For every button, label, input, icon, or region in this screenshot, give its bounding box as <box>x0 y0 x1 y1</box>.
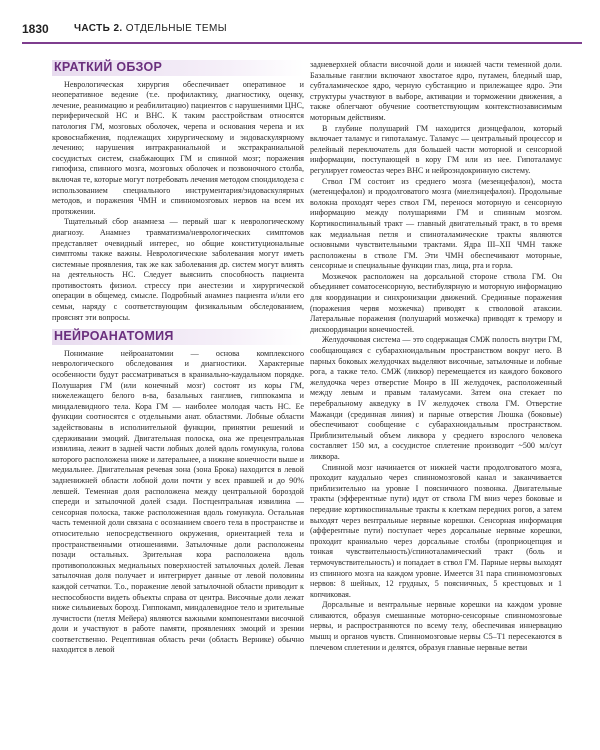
paragraph: Неврологическая хирургия обеспечивает оперативное и неоперативное ведение (т.е. профилактику, диагностику, оценку, лечение, реанимацию и реабилитацию) пациентов с нарушениями ЦНС, периферической НС и ВНС. К таким расстройствам относятся патология ГМ, мозговых оболочек, черепа и основания черепа и их кровоснабжения, подлежащих хирургическому и эндоваскулярному лечению; нарушения интракраниальной и экстракраниальной сосудистых систем, снабжающих ГМ и спинной мозг; поражения гипофиза, спинного мозга, мозговых оболочек и позвоночного столба, включая те, которые могут потребовать лечения методом спондилодеза с использованием специального инструментария/эндоваскулярных методов, и поражения ЧМН и спинномозговых нервов на всем их протяжении. <box>52 79 304 216</box>
running-title <box>74 23 227 34</box>
page-number: 1830 <box>22 22 49 36</box>
paragraph: Мозжечок расположен на дорсальной стороне ствола ГМ. Он объединяет соматосенсорную, вестибулярную и моторную информацию для координации и синхронизации движений. Срединные поражения (поражения червя мозжечка) приводят к стволовой атаксии. Латеральные поражения (полушарий мозжечка) приводят к тремору и дискоординации конечностей. <box>310 271 562 334</box>
paragraph: В глубине полушарий ГМ находится диэнцефалон, который включает таламус и гипоталамус. Таламус — центральный процессор и релейный переключатель для большей части моторной и сенсорной информации, поступающей в кору ГМ или из нее. Гипоталамус регулирует гомеостаз через ВНС и нейроэндокринную систему. <box>310 123 562 175</box>
right-column <box>310 60 562 653</box>
part-number: ЧАСТЬ 2. <box>74 23 123 34</box>
paragraph: Тщательный сбор анамнеза — первый шаг к неврологическому диагнозу. Анамнез травматизма/неврологических симптомов представляет очевидный интерес, но общие конституциональные симптомы также важны. Неврологические заболевания могут иметь системные проявления, так же как заболевания др. систем могут влиять на деятельность НС. Следует выяснить способность пациента противостоять физиол. стрессу при анестезии и хирургической операции в общемед. смысле. Подробный анамнез пациента и/или его семьи, наряду с соответствующим физикальным обследованием, прояснят эти вопросы. <box>52 217 304 322</box>
paragraph: Понимание нейроанатомии — основа комплексного неврологического обследования и диагностики. Характерные особенности будут рассматриваться в краниально-каудальном порядке. Полушария ГМ (или конечный мозг) состоят из коры ГМ, нижележащего белого в-ва, базальных ганглиев, гиппокампа и миндалевидного тела. Кора ГМ — наиболее молодая часть НС. Ее функции соотносятся с отдельными анат. областями. Лобные области задействованы в исполнительной функции, принятии решений и сдерживании эмоций. Двигательная полоска, она же прецентральная извилина, лежит в задней части лобных долей вдоль гомункула, голова которого расположена ниже и латеральнее, а нижние конечности выше и медиальнее. Двигательная речевая зона (зона Брока) находится в левой задненижней области лобной доли почти у всех правшей и до 90% левшей. Теменная доля расположена между центральной бороздой спереди и затылочной долей сзади. Постцентральная извилина — сенсорная полоска, также расположенная вдоль гомункула. Остальная часть теменной доли связана с осознанием своего тела в пространстве и относительно непосредственного окружения, ориентацией тела и пространственными отношениями. Затылочные доли расположены позади остальных. Зрительная кора расположена вдоль противоположных медиальных поверхностей затылочных долей. Левая затылочная доля получает и интегрирует данные от левой половины каждой сетчатки. Т.о., поражение левой затылочной области приводит к неспособности видеть объекты справа от центра. Височные доли лежат ниже сильвиевых борозд. Гиппокамп, миндалевидное тело и зрительные лучистости (петля Мейера) являются важными компонентами височной доли и участвуют в работе памяти, проявлениях эмоций и зрении соответственно. Рецептивная область речи (область Вернике) обычно находится в левой <box>52 348 304 655</box>
paragraph: Спинной мозг начинается от нижней части продолговатого мозга, проходит каудально через спинномозговой канал и заканчивается приблизительно на уровне I поясничного позвонка. Двигательные тракты (эфферентные пути) идут от ствола ГМ вниз через боковые и передние кортикоспинальные тракты к клеткам передних рогов, а затем выходят через вентральные нервные корешки. Сенсорная информация (афферентные пути) поступает через дорсальные нервные корешки, проходит краниально через дорсальные столбы (проприоцепция и тонкая чувствительность)/спиноталамический тракт (боль и термочувствительность) и попадает в ствол ГМ. Парные нервы выходят из спинного мозга на каждом уровне. Имеется 31 пара спинномозговых нервов: 8 шейных, 12 грудных, 5 поясничных, 5 крестцовых и 1 копчиковая. <box>310 462 562 599</box>
paragraph: Дорсальные и вентральные нервные корешки на каждом уровне сливаются, образуя смешанные моторно-сенсорные спинномозговые нервы, и распространяются по всему телу, обеспечивая иннервацию мышц и органов чувств. Спинномозговые нервы C5–T1 пересекаются в плечевом сплетении и делятся, образуя главные нервные ветви <box>310 600 562 652</box>
paragraph: Желудочковая система — это содержащая СМЖ полость внутри ГМ, сообщающаяся с субарахноидальным пространством вокруг него. В парных боковых желудочках выделяют височные, затылочные и лобные рога, а также тело. СМЖ (ликвор) перемещается из каждого бокового желудочка через отверстие Монро в III желудочек, расположенный между левым и правым таламусами. Затем она стекает по перебральному акведуку в IV желудочек ствола ГМ. Отверстие Мажанди (срединная линия) и парные отверстия Люшка (боковые) обеспечивают сообщение с субарахноидальным пространством. Приблизительный объем ликвора у среднего взрослого человека составляет 150 мл, а сосудистое сплетение производит ~500 мл/сут ликвора. <box>310 335 562 461</box>
paragraph: задневерхней области височной доли и нижней части теменной доли. Базальные ганглии включают хвостатое ядро, путамен, бледный шар, субталамическое ядро, черную субстанцию и прилежащее ядро. Эти структуры участвуют в выборе, активации и торможении движения, а также облегчают обучение соответствующим контекстнозависимым моторным действиям. <box>310 60 562 122</box>
part-title: ОТДЕЛЬНЫЕ ТЕМЫ <box>125 23 227 34</box>
left-column <box>52 60 304 656</box>
page-header <box>22 20 582 44</box>
section-title-neuroanatomy: НЕЙРОАНАТОМИЯ <box>52 329 304 345</box>
section-title-overview: КРАТКИЙ ОБЗОР <box>52 60 304 76</box>
paragraph: Ствол ГМ состоит из среднего мозга (мезенцефалон), моста (метенцефалон) и продолговатого мозга (миелэнцефалон). Продольные волокна проходят через ствол ГМ, перенося моторную и сенсорную информацию между полушариями ГМ и спинным мозгом. Кортикоспинальный тракт — главный двигательный тракт, в то время как медиальная петля и спиноталамические тракты являются основными чувствительными трактами. Ядра III–XII ЧМН также расположены в стволе ГМ. Эти ЧМН обеспечивают моторные, сенсорные и специальные функции глаз, лица, рта и горла. <box>310 176 562 271</box>
